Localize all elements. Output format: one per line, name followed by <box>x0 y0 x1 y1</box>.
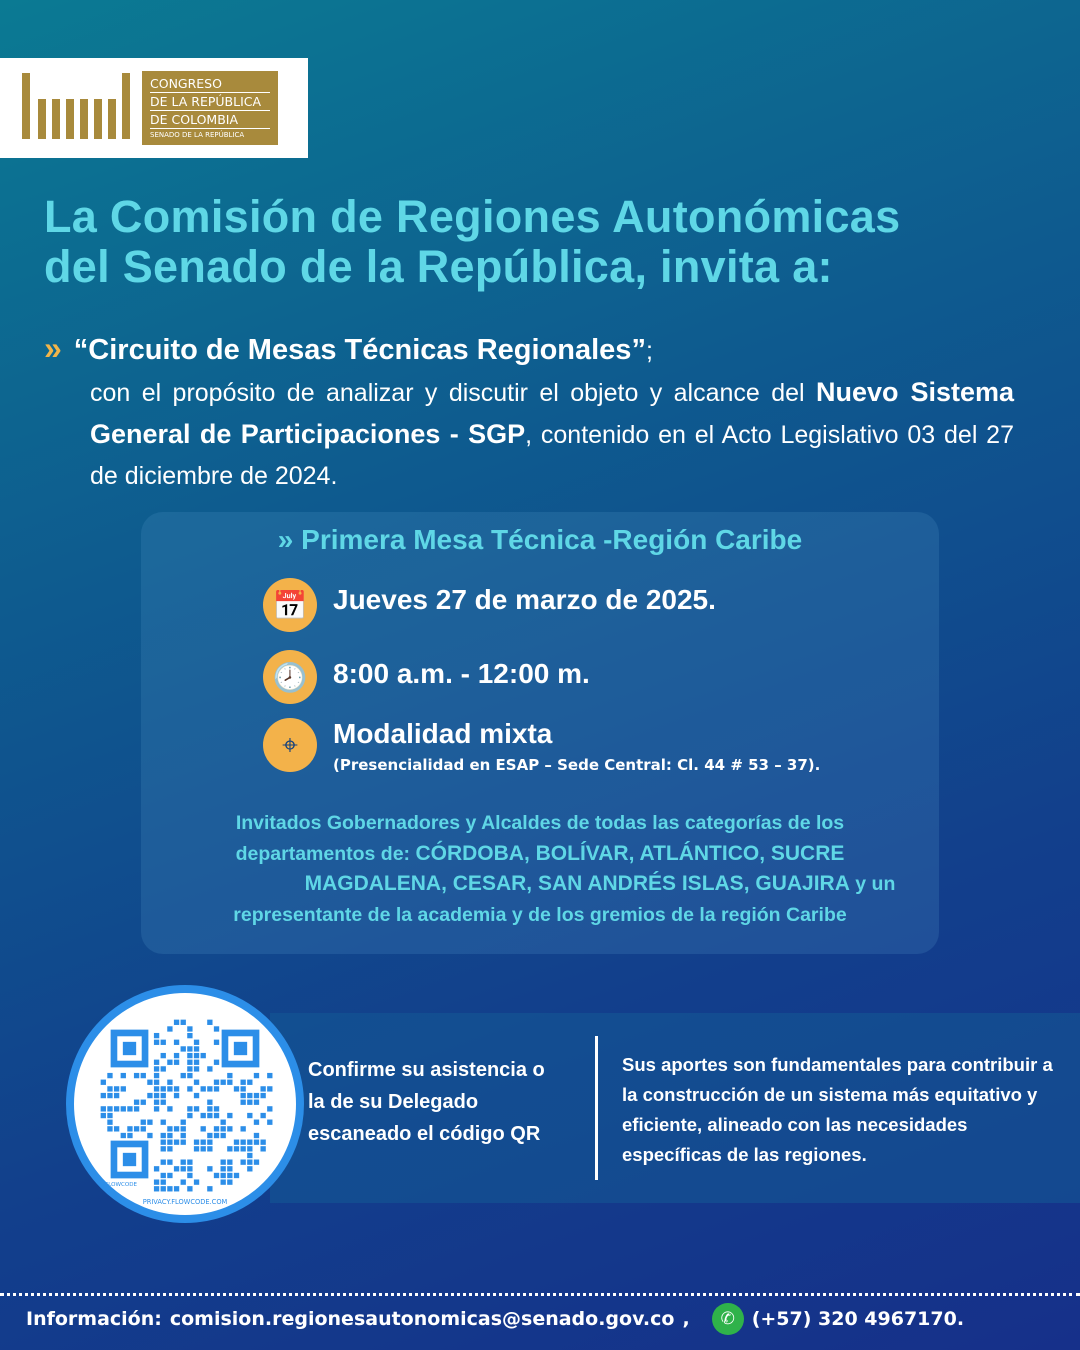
qr-module <box>181 1046 186 1051</box>
qr-module <box>181 1073 186 1078</box>
qr-module <box>107 1120 112 1125</box>
page-title: La Comisión de Regiones Autonómicas del Senado de la República, invita a: <box>44 191 901 292</box>
qr-module <box>154 1186 159 1191</box>
rsvp-text: Confirme su asistencia o la de su Delegado escaneado el código QR <box>308 1059 545 1145</box>
qr-module <box>227 1113 232 1118</box>
qr-module <box>174 1093 179 1098</box>
qr-module <box>207 1086 212 1091</box>
qr-module <box>181 1166 186 1171</box>
qr-module <box>127 1126 132 1131</box>
qr-module <box>260 1113 265 1118</box>
qr-module <box>147 1133 152 1138</box>
qr-module <box>234 1140 239 1145</box>
qr-module <box>260 1093 265 1098</box>
qr-code[interactable] <box>66 985 304 1223</box>
qr-module <box>227 1073 232 1078</box>
qr-module <box>247 1100 252 1105</box>
qr-module <box>194 1179 199 1184</box>
qr-module <box>154 1100 159 1105</box>
qr-module <box>154 1080 159 1085</box>
qr-module <box>227 1160 232 1165</box>
qr-module <box>161 1100 166 1105</box>
qr-module <box>154 1166 159 1171</box>
qr-module <box>254 1160 259 1165</box>
qr-module <box>187 1173 192 1178</box>
qr-module <box>214 1040 219 1045</box>
qr-module <box>167 1080 172 1085</box>
qr-module <box>161 1160 166 1165</box>
qr-module <box>174 1053 179 1058</box>
qr-module <box>201 1126 206 1131</box>
qr-module <box>187 1106 192 1111</box>
qr-module <box>241 1160 246 1165</box>
whatsapp-icon: ✆ <box>712 1303 744 1335</box>
qr-module <box>174 1166 179 1171</box>
qr-module <box>221 1126 226 1131</box>
qr-module <box>221 1179 226 1184</box>
qr-module <box>207 1020 212 1025</box>
qr-module <box>114 1126 119 1131</box>
qr-module <box>194 1040 199 1045</box>
qr-module <box>174 1020 179 1025</box>
svg-text:FLOWCODE: FLOWCODE <box>105 1182 138 1189</box>
qr-module <box>267 1073 272 1078</box>
qr-module <box>254 1073 259 1078</box>
qr-module <box>181 1179 186 1184</box>
qr-module <box>161 1093 166 1098</box>
qr-module <box>260 1086 265 1091</box>
qr-module <box>147 1093 152 1098</box>
qr-module <box>167 1060 172 1065</box>
qr-module <box>241 1086 246 1091</box>
qr-module <box>121 1106 126 1111</box>
qr-module <box>234 1086 239 1091</box>
qr-module <box>121 1086 126 1091</box>
qr-module <box>267 1120 272 1125</box>
qr-module <box>187 1186 192 1191</box>
qr-module <box>161 1173 166 1178</box>
qr-module <box>221 1173 226 1178</box>
qr-module <box>194 1066 199 1071</box>
qr-module <box>227 1179 232 1184</box>
qr-module <box>161 1186 166 1191</box>
qr-module <box>241 1140 246 1145</box>
qr-module <box>121 1073 126 1078</box>
qr-module <box>221 1080 226 1085</box>
qr-module <box>181 1160 186 1165</box>
qr-module <box>134 1073 139 1078</box>
qr-module <box>167 1146 172 1151</box>
qr-module <box>227 1146 232 1151</box>
qr-module <box>247 1093 252 1098</box>
qr-module <box>254 1140 259 1145</box>
qr-module <box>141 1073 146 1078</box>
qr-module <box>194 1053 199 1058</box>
qr-module <box>147 1120 152 1125</box>
qr-module <box>187 1026 192 1031</box>
divider <box>595 1036 598 1180</box>
qr-module <box>207 1100 212 1105</box>
qr-module <box>114 1106 119 1111</box>
qr-module <box>141 1126 146 1131</box>
qr-module <box>181 1133 186 1138</box>
qr-module <box>187 1046 192 1051</box>
qr-module <box>247 1146 252 1151</box>
qr-module <box>221 1120 226 1125</box>
qr-module <box>107 1086 112 1091</box>
qr-module <box>207 1146 212 1151</box>
qr-module <box>114 1086 119 1091</box>
qr-module <box>161 1179 166 1184</box>
qr-module <box>154 1179 159 1184</box>
footer: Información: comision.regionesautonomicas@senado.gov.co , ✆ (+57) 320 4967170. <box>26 1303 964 1335</box>
qr-module <box>207 1106 212 1111</box>
qr-module <box>154 1086 159 1091</box>
qr-module <box>154 1060 159 1065</box>
qr-module <box>214 1133 219 1138</box>
qr-module <box>107 1113 112 1118</box>
qr-module <box>107 1126 112 1131</box>
event-title: Primera Mesa Técnica -Región Caribe <box>301 524 803 555</box>
qr-module <box>154 1073 159 1078</box>
qr-module <box>247 1153 252 1158</box>
qr-module <box>161 1133 166 1138</box>
qr-module <box>247 1160 252 1165</box>
qr-module <box>174 1140 179 1145</box>
qr-module <box>241 1100 246 1105</box>
qr-module <box>107 1106 112 1111</box>
intro: » “Circuito de Mesas Técnicas Regionales”; con el propósito de analizar y discutir el objeto y alcance del Nuevo Sistema General de Participaciones - SGP, contenido en el Acto Legislativo 03 del 27 de diciembre de 2024. <box>44 330 1015 490</box>
qr-module <box>154 1033 159 1038</box>
event-card <box>141 512 939 954</box>
qr-module <box>161 1146 166 1151</box>
qr-module <box>161 1086 166 1091</box>
qr-module <box>241 1080 246 1085</box>
qr-module <box>107 1073 112 1078</box>
clock-icon: 🕗 <box>263 650 317 704</box>
event-date: 📅 Jueves 27 de marzo de 2025. <box>263 578 716 632</box>
qr-module <box>167 1133 172 1138</box>
qr-module <box>167 1173 172 1178</box>
qr-module <box>241 1126 246 1131</box>
congreso-logo: CONGRESO DE LA REPÚBLICA DE COLOMBIA SENADO DE LA REPÚBLICA <box>0 58 308 158</box>
qr-module <box>187 1060 192 1065</box>
qr-module <box>161 1040 166 1045</box>
dotted-divider <box>0 1293 1080 1296</box>
qr-module <box>141 1100 146 1105</box>
qr-module <box>201 1086 206 1091</box>
qr-module <box>187 1113 192 1118</box>
email-link[interactable]: comision.regionesautonomicas@senado.gov.co <box>169 1308 675 1330</box>
qr-module <box>127 1133 132 1138</box>
qr-module <box>221 1160 226 1165</box>
qr-module <box>207 1186 212 1191</box>
location-pin-icon: ⌖ <box>263 718 317 772</box>
qr-module <box>221 1133 226 1138</box>
qr-module <box>167 1160 172 1165</box>
qr-module <box>207 1113 212 1118</box>
qr-module <box>194 1093 199 1098</box>
qr-module <box>194 1140 199 1145</box>
qr-module <box>227 1173 232 1178</box>
double-chevron-icon: » <box>44 330 62 366</box>
qr-module <box>181 1020 186 1025</box>
double-chevron-icon: » <box>277 524 294 555</box>
qr-module <box>207 1066 212 1071</box>
qr-module <box>214 1060 219 1065</box>
qr-module <box>214 1113 219 1118</box>
qr-module <box>214 1106 219 1111</box>
qr-module <box>227 1126 232 1131</box>
qr-module <box>187 1073 192 1078</box>
qr-module <box>134 1106 139 1111</box>
qr-module <box>187 1066 192 1071</box>
qr-module <box>181 1140 186 1145</box>
qr-module <box>254 1133 259 1138</box>
qr-module <box>181 1126 186 1131</box>
qr-module <box>161 1120 166 1125</box>
qr-module <box>154 1040 159 1045</box>
qr-module <box>161 1053 166 1058</box>
qr-module <box>181 1120 186 1125</box>
qr-module <box>167 1086 172 1091</box>
qr-module <box>107 1093 112 1098</box>
qr-module <box>147 1080 152 1085</box>
qr-module <box>187 1053 192 1058</box>
qr-module <box>167 1106 172 1111</box>
qr-module <box>134 1100 139 1105</box>
qr-module <box>227 1080 232 1085</box>
qr-module <box>167 1026 172 1031</box>
qr-module <box>214 1126 219 1131</box>
capitol-icon <box>22 73 132 143</box>
qr-module <box>234 1146 239 1151</box>
svg-text:PRIVACY.FLOWCODE.COM: PRIVACY.FLOWCODE.COM <box>142 1197 228 1206</box>
qr-module <box>267 1106 272 1111</box>
qr-module <box>127 1106 132 1111</box>
qr-module <box>187 1033 192 1038</box>
qr-module <box>241 1093 246 1098</box>
qr-module <box>134 1126 139 1131</box>
qr-module <box>121 1133 126 1138</box>
invitees: Invitados Gobernadores y Alcaldes de todas las categorías de los departamentos de: CÓRDOBA, BOLÍVAR, ATLÁNTICO, SUCRE MAGDALENA, CESAR, SAN ANDRÉS ISLAS, GUAJIRA y un representante de la academia y de los gremios de la región Caribe <box>233 812 896 926</box>
qr-module <box>260 1140 265 1145</box>
qr-module <box>101 1106 106 1111</box>
qr-module <box>187 1160 192 1165</box>
phone-number: (+57) 320 4967170. <box>751 1308 965 1330</box>
qr-module <box>247 1080 252 1085</box>
qr-module <box>101 1093 106 1098</box>
qr-module <box>101 1080 106 1085</box>
qr-module <box>234 1173 239 1178</box>
qr-module <box>201 1053 206 1058</box>
qr-module <box>161 1066 166 1071</box>
qr-module <box>194 1146 199 1151</box>
event-location: ⌖ Modalidad mixta (Presencialidad en ESAP – Sede Central: Cl. 44 # 53 – 37). <box>263 712 820 774</box>
qr-module <box>114 1093 119 1098</box>
qr-module <box>247 1140 252 1145</box>
qr-module <box>167 1186 172 1191</box>
qr-module <box>194 1106 199 1111</box>
contribution-text: Sus aportes son fundamentales para contribuir a la construcción de un sistema más equitativo y eficiente, alineado con las necesidades específicas de las regiones. <box>622 1054 1053 1165</box>
qr-module <box>207 1166 212 1171</box>
qr-module <box>201 1113 206 1118</box>
qr-module <box>241 1146 246 1151</box>
qr-module <box>247 1113 252 1118</box>
qr-module <box>214 1086 219 1091</box>
qr-module <box>101 1113 106 1118</box>
qr-module <box>227 1166 232 1171</box>
qr-module <box>187 1166 192 1171</box>
qr-module <box>214 1173 219 1178</box>
qr-module <box>201 1146 206 1151</box>
qr-module <box>267 1086 272 1091</box>
qr-module <box>187 1086 192 1091</box>
qr-module <box>167 1140 172 1145</box>
qr-module <box>174 1126 179 1131</box>
qr-module <box>254 1120 259 1125</box>
qr-module <box>247 1166 252 1171</box>
qr-module <box>161 1140 166 1145</box>
qr-module <box>154 1066 159 1071</box>
qr-module <box>201 1140 206 1145</box>
qr-module <box>207 1133 212 1138</box>
qr-module <box>141 1120 146 1125</box>
qr-module <box>174 1086 179 1091</box>
qr-module <box>194 1060 199 1065</box>
qr-module <box>260 1146 265 1151</box>
qr-module <box>154 1093 159 1098</box>
qr-module <box>154 1106 159 1111</box>
qr-module <box>254 1100 259 1105</box>
event-time: 🕗 8:00 a.m. - 12:00 m. <box>263 650 590 704</box>
calendar-icon: 📅 <box>263 578 317 632</box>
qr-module <box>254 1093 259 1098</box>
qr-module <box>167 1126 172 1131</box>
qr-module <box>194 1046 199 1051</box>
qr-module <box>174 1040 179 1045</box>
qr-module <box>174 1060 179 1065</box>
qr-module <box>221 1166 226 1171</box>
qr-module <box>214 1026 219 1031</box>
qr-module <box>214 1080 219 1085</box>
qr-module <box>207 1140 212 1145</box>
qr-module <box>174 1186 179 1191</box>
qr-module <box>194 1080 199 1085</box>
